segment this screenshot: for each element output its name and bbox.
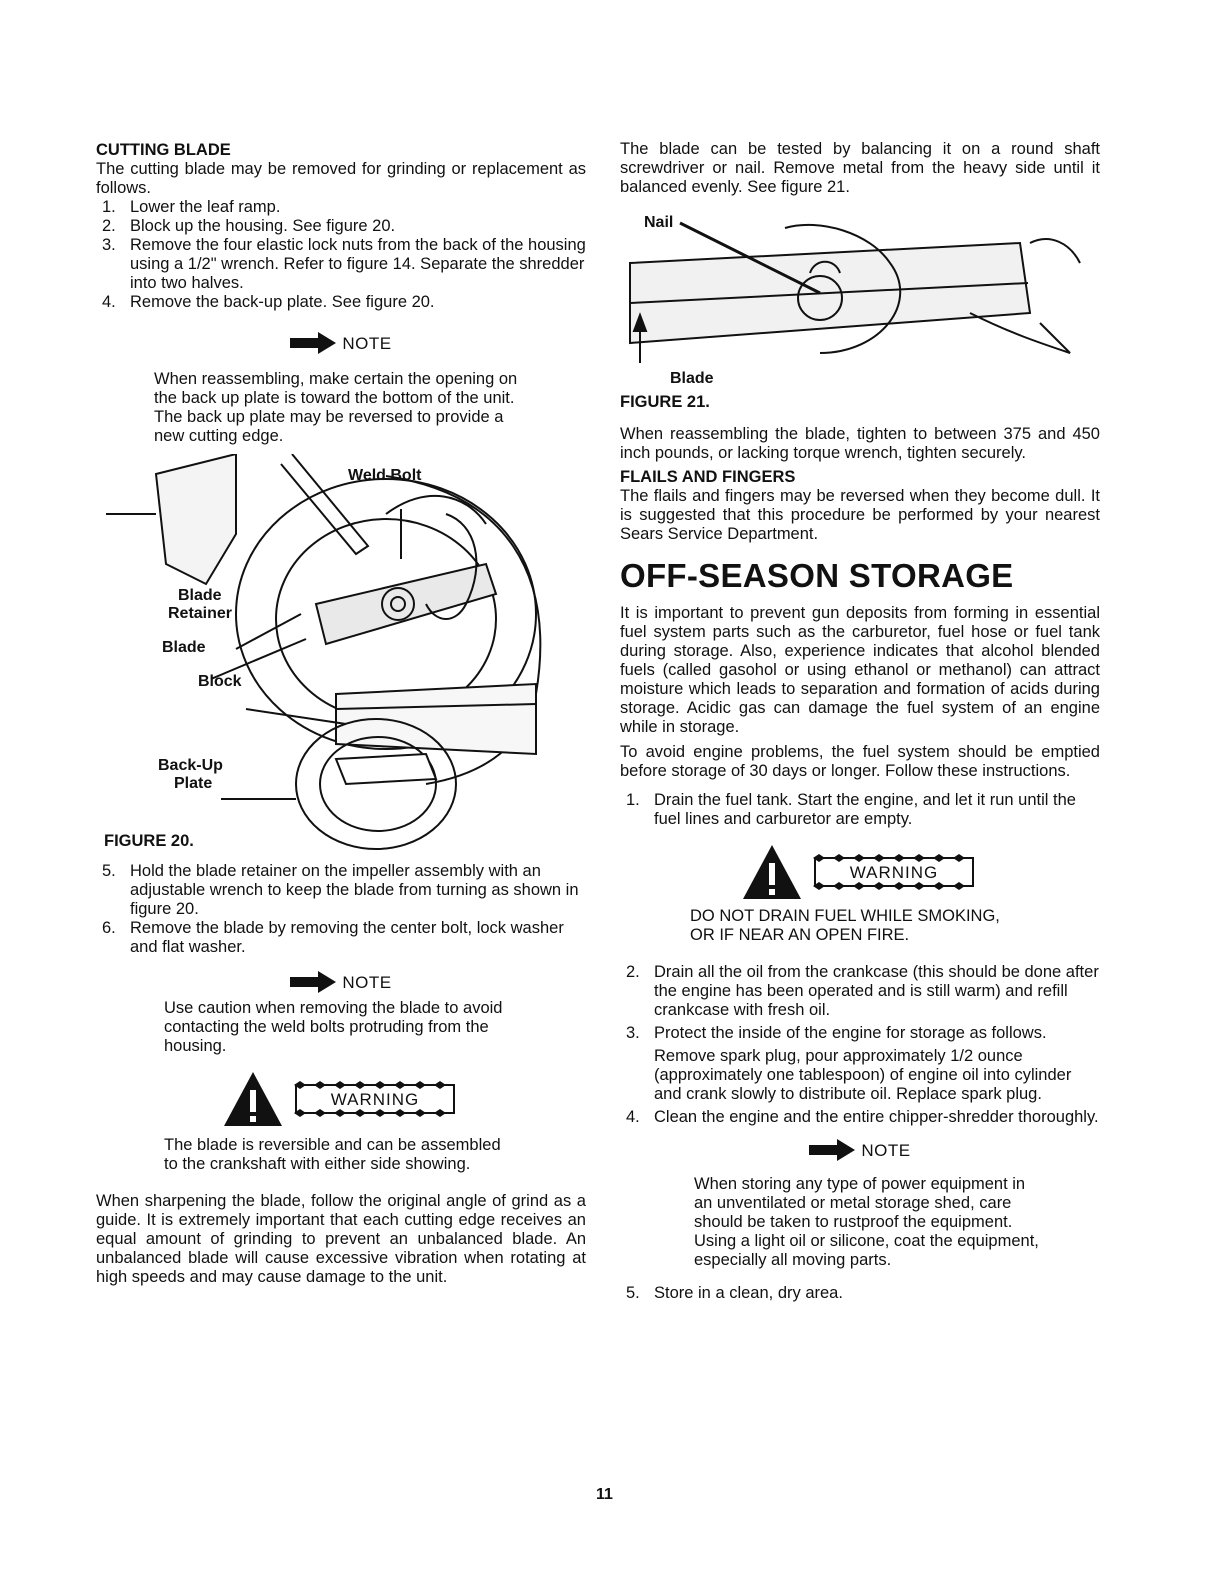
arrow-icon <box>290 971 336 993</box>
list-item: 3. Protect the inside of the engine for storage as follows. <box>626 1024 1047 1042</box>
warning-heading-1 <box>96 1068 586 1130</box>
note-text-1: When reassembling, make certain the opening on the back up plate is toward the bottom of the unit. The back up plate may be reversed to provide a new cutting edge. <box>154 370 518 445</box>
fig21-blade-label: Blade <box>670 370 714 387</box>
nail-label: Nail <box>644 214 674 231</box>
cutting-blade-heading: CUTTING BLADE <box>96 141 231 159</box>
sharpening-paragraph: When sharpening the blade, follow the original angle of grind as a guide. It is extremely important that each cutting edge receives an equal amount of grinding to prevent an unbalanced blade. An unbalanced blade will cause excessive vibration when rotating at high speeds and may cause damage to the unit. <box>96 1192 586 1286</box>
list-item: 4. Remove the back-up plate. See figure 20. <box>102 293 435 311</box>
block-label: Block <box>198 673 242 690</box>
storage-title: OFF-SEASON STORAGE <box>620 557 1014 594</box>
blade-removal-steps <box>96 862 586 957</box>
blade-retainer-label-2: Retainer <box>168 605 233 622</box>
cutting-blade-steps <box>96 198 586 312</box>
list-item: 5. Hold the blade retainer on the impeller assembly with an adjustable wrench to keep the blade from turning as shown in figure 20. <box>102 862 579 918</box>
warning-text-1: The blade is reversible and can be assembled to the crankshaft with either side showing. <box>164 1136 501 1173</box>
page-number: 11 <box>596 1486 613 1503</box>
list-item: 2. Block up the housing. See figure 20. <box>102 217 396 235</box>
storage-steps <box>620 963 1100 1043</box>
reassemble-paragraph: When reassembling the blade, tighten to between 375 and 450 inch pounds, or lacking torque wrench, tighten securely. <box>620 425 1100 462</box>
list-item: 6. Remove the blade by removing the center bolt, lock washer and flat washer. <box>102 919 564 956</box>
arrow-icon <box>290 332 336 354</box>
list-item: 5. Store in a clean, dry area. <box>626 1284 843 1302</box>
warning-label-box: WARNING <box>290 1079 460 1119</box>
blade-label: Blade <box>162 639 206 656</box>
storage-paragraph-2: To avoid engine problems, the fuel system should be emptied before storage of 30 days or longer. Follow these instructions. <box>620 743 1100 780</box>
arrow-icon <box>809 1139 855 1161</box>
note-heading-3: NOTE <box>620 1133 1100 1167</box>
balance-paragraph: The blade can be tested by balancing it on a round shaft screwdriver or nail. Remove metal from the heavy side until it balanced evenly. See figure 21. <box>620 140 1100 196</box>
warning-text-2b: OR IF NEAR AN OPEN FIRE. <box>690 926 910 944</box>
figure-20-caption: FIGURE 20. <box>104 832 194 850</box>
warning-triangle-icon <box>222 1070 284 1128</box>
figure-20-illustration <box>86 454 576 854</box>
warning-label-box: WARNING <box>809 852 979 892</box>
storage-step-1 <box>620 791 1100 829</box>
warning-text-2a: DO NOT DRAIN FUEL WHILE SMOKING, <box>690 907 1000 925</box>
list-item: 2. Drain all the oil from the crankcase (this should be done after the engine has been operated and is still warm) and refill crankcase with fresh oil. <box>626 963 1099 1019</box>
step3-detail: Remove spark plug, pour approximately 1/2 ounce (approximately one tablespoon) of engine oil into cylinder and crank slowly to distribute oil. Replace spark plug. <box>654 1047 1072 1103</box>
list-item: 4. Clean the engine and the entire chipper-shredder thoroughly. <box>626 1108 1099 1126</box>
storage-step-4 <box>620 1108 1100 1127</box>
storage-step-5 <box>620 1284 1100 1303</box>
note-text-2: Use caution when removing the blade to avoid contacting the weld bolts protruding from the housing. <box>164 999 503 1055</box>
figure-21-caption: FIGURE 21. <box>620 393 710 411</box>
list-item: 3. Remove the four elastic lock nuts from the back of the housing using a 1/2" wrench. Refer to figure 14. Separate the shredder into two halves. <box>102 236 586 292</box>
flails-heading: FLAILS AND FINGERS <box>620 468 796 486</box>
blade-retainer-label-1: Blade <box>178 587 222 604</box>
note-heading-2: NOTE <box>96 965 586 999</box>
backup-plate-label-2: Plate <box>174 775 213 792</box>
storage-paragraph-1: It is important to prevent gun deposits from forming in essential fuel system parts such as the carburetor, fuel hose or fuel tank during storage. Also, experience indicates that alcohol blended fuels (called gasohol or using ethanol or methanol) can attract moisture which leads to separation and formation of acids during storage. Acidic gas can damage the fuel system of an engine while in storage. <box>620 604 1100 736</box>
cutting-blade-intro: The cutting blade may be removed for grinding or replacement as follows. <box>96 160 586 197</box>
warning-triangle-icon <box>741 843 803 901</box>
left-column <box>96 140 586 1287</box>
figure-21 <box>620 203 1100 411</box>
list-item: 1. Lower the leaf ramp. <box>102 198 281 216</box>
figure-20 <box>96 454 586 854</box>
backup-plate-label-1: Back-Up <box>158 757 223 774</box>
right-column <box>620 140 1100 1303</box>
warning-heading-2 <box>620 841 1100 903</box>
note-heading-1: NOTE <box>96 326 586 360</box>
flails-paragraph: The flails and fingers may be reversed when they become dull. It is suggested that this procedure be performed by your nearest Sears Service Department. <box>620 487 1100 543</box>
weld-bolt-label: Weld Bolt <box>348 467 422 484</box>
list-item: 1. Drain the fuel tank. Start the engine, and let it run until the fuel lines and carburetor are empty. <box>626 791 1076 828</box>
note-text-3: When storing any type of power equipment in an unventilated or metal storage shed, care should be taken to rustproof the equipment. Using a light oil or silicone, coat the equipment, especially all moving parts. <box>694 1175 1039 1269</box>
